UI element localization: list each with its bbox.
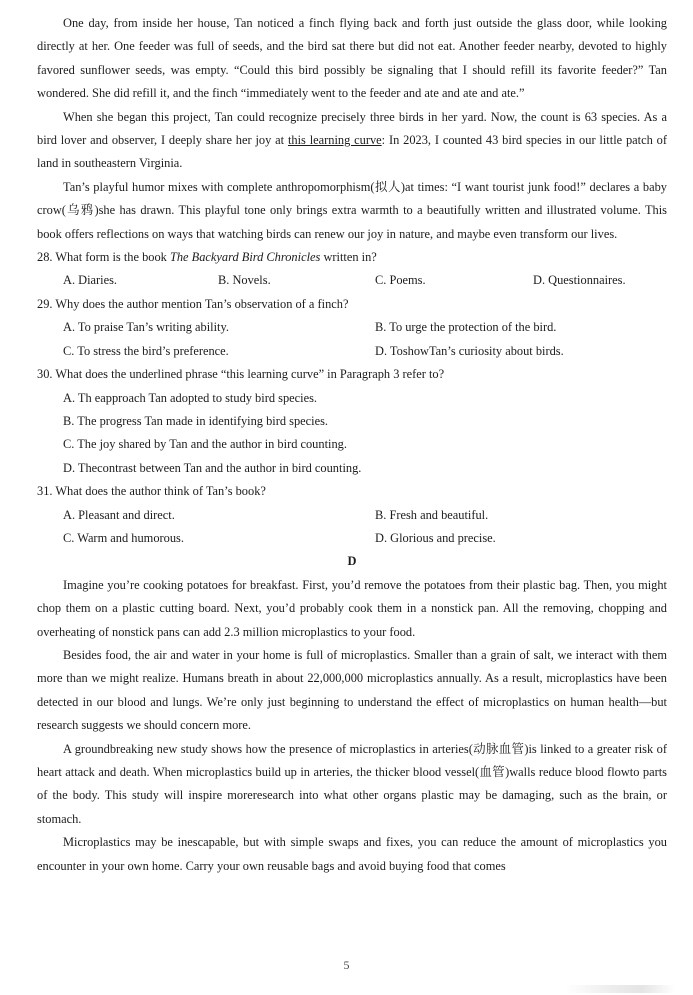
question-29-options-row-2 (37, 340, 667, 363)
passage-d-paragraph-4: Microplastics may be inescapable, but with simple swaps and fixes, you can reduce the amount of microplastics you encounter in your own home. Carry your own reusable bags and avoid buying food that comes (37, 835, 667, 873)
option-a: A. To praise Tan’s writing ability. (63, 320, 229, 335)
question-31-stem: 31. What does the author think of Tan’s book? (37, 484, 266, 499)
exam-page (37, 12, 667, 878)
option-b: B. Novels. (218, 273, 271, 288)
passage-c-paragraph-3: Tan’s playful humor mixes with complete anthropomorphism(拟人)at times: “I want tourist junk food!” declares a baby crow(乌鸦)she has drawn. This playful tone only brings extra warmth to a beautifully written and illustrated volume. This book offers reflections on ways that watching birds can renew our joy in nature, and maybe even transform our lives. (37, 179, 667, 241)
question-29-options-row-1 (37, 316, 667, 339)
option-c: C. To stress the bird’s preference. (63, 343, 229, 358)
passage-d-paragraph-1: Imagine you’re cooking potatoes for breakfast. First, you’d remove the potatoes from their plastic bag. Then, you might chop them on a plastic cutting board. Next, you’d probably cook them in a nonstick pan. All the removing, chopping and overheating of nonstick pans can add 2.3 million microplastics to your food. (37, 577, 667, 639)
passage-c-paragraph-2 (37, 106, 667, 176)
question-29-stem: 29. Why does the author mention Tan’s observation of a finch? (37, 296, 349, 311)
option-c: C. Warm and humorous. (63, 530, 184, 545)
question-text: written in? (320, 250, 377, 265)
option-d: D. Thecontrast between Tan and the author in bird counting. (63, 460, 362, 475)
section-title-d: D (347, 554, 357, 569)
question-31-options-row-2 (37, 527, 667, 550)
paragraph-text: When she began this project, Tan could recognize precisely three birds in her yard. Now, the count is 63 species. As a bird lover and observer, I deeply share her joy at (37, 109, 667, 148)
book-title: The Backyard Bird Chronicles (169, 250, 321, 265)
passage-c-paragraph-1: One day, from inside her house, Tan noticed a finch flying back and forth just outside the glass door, while looking directly at her. One feeder was full of seeds, and the bird sat there but did not eat. Another feeder nearby, devoted to highly favored sunflower seeds, was empty. “Could this bird possibly be signaling that I should refill its favorite feeder?” Tan wondered. She did refill it, and the finch “immediately went to the feeder and ate and ate and ate.” (37, 16, 667, 101)
option-b: B. To urge the protection of the bird. (375, 320, 557, 335)
question-text: 28. What form is the book (37, 250, 170, 265)
question-30-stem: 30. What does the underlined phrase “this learning curve” in Paragraph 3 refer to? (37, 367, 445, 382)
option-d: D. Glorious and precise. (375, 530, 496, 545)
question-28-options (37, 269, 667, 292)
option-c: C. Poems. (375, 273, 426, 288)
option-c: C. The joy shared by Tan and the author in bird counting. (63, 437, 347, 452)
option-d: D. Questionnaires. (533, 273, 626, 288)
passage-d-paragraph-2: Besides food, the air and water in your home is full of microplastics. Smaller than a grain of salt, we interact with them more than we might realize. Humans breath in about 22,000,000 microplastics annually. As a result, microplastics have been detected in our blood and lungs. We’re only just beginning to understand the effect of microplastics on human health—but research suggests we should concern more. (37, 647, 667, 733)
option-a: A. Th eapproach Tan adopted to study bird species. (63, 390, 317, 405)
question-31-options-row-1 (37, 504, 667, 527)
faint-watermark (565, 985, 675, 993)
passage-d-paragraph-3: A groundbreaking new study shows how the presence of microplastics in arteries(动脉血管)is linked to a greater risk of heart attack and death. When microplastics build up in arteries, the thicker blood vessel(血管)walls reduce blood flowto parts of the body. This study will inspire moreresearch into what other organs plastic may be damaging, such as the brain, or stomach. (37, 741, 667, 826)
option-b: B. Fresh and beautiful. (375, 507, 489, 522)
paragraph-text: : In 2023, I counted 43 bird species in our little patch of land in southeastern Virginia. (37, 133, 667, 171)
option-a: A. Diaries. (63, 273, 118, 288)
underlined-phrase: this learning curve (287, 133, 382, 148)
page-number: 5 (343, 958, 350, 972)
option-d: D. ToshowTan’s curiosity about birds. (375, 343, 564, 358)
option-a: A. Pleasant and direct. (63, 507, 175, 522)
option-b: B. The progress Tan made in identifying bird species. (63, 413, 329, 428)
question-28-stem (37, 246, 667, 269)
